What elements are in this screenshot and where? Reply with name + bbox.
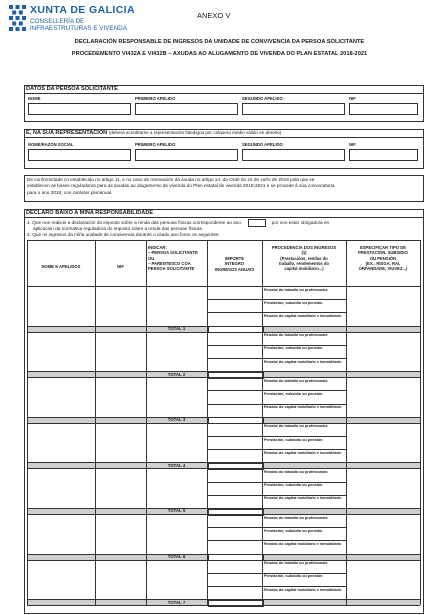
income-source-label: Rendas do capital mobiliario e inmobiliario <box>264 313 342 318</box>
applicant-name-label: NOME <box>28 96 41 101</box>
income-source-label: Rendas do capital mobiliario e inmobiliario <box>264 359 342 364</box>
table-column-rule <box>95 240 96 605</box>
table-column-rule <box>346 240 347 605</box>
xunta-flag-logo <box>9 5 26 31</box>
income-source-label: Rendas do capital mobiliario e inmobiliario <box>264 405 342 410</box>
col-header-type-line: ORFANDADE, VIUVEZ...) <box>358 266 408 272</box>
representative-heading <box>24 129 424 138</box>
representative-heading-note: (deberá acreditarse a representación fidedigna por calquera medio válido en dereito) <box>108 130 282 135</box>
total-label: TOTAL 7 <box>167 599 186 605</box>
total-label: TOTAL 6 <box>167 553 186 559</box>
col-header-source-line: traballo, rendementos do <box>278 260 330 266</box>
applicant-first-surname-field[interactable] <box>135 103 238 115</box>
department-line-1: CONSELLERÍA DE <box>30 18 85 25</box>
declaration-item-1-cont: aplicación da normativa reguladora do imposto sobre a renda das persoas físicas. <box>33 226 204 231</box>
total-row-top-rule <box>27 508 420 509</box>
member-nif-cell[interactable] <box>96 287 145 325</box>
total-label: TOTAL 5 <box>167 508 186 514</box>
income-source-label: Prestación, subsidio ou pensión <box>264 483 323 488</box>
member-relationship-cell[interactable] <box>147 424 206 462</box>
income-amount-cell[interactable] <box>208 541 261 553</box>
col-header-source-line: (1) <box>301 250 307 256</box>
col-header-indicate-line: – PERSOA SOLICITANTE <box>148 250 198 256</box>
member-relationship-cell[interactable] <box>147 333 206 371</box>
income-amount-cell[interactable] <box>208 482 261 494</box>
col-header-source-line: (Prestacións, rendas do <box>280 255 328 261</box>
col-header-indicate-line: – PARENTESCO COA <box>148 260 191 266</box>
member-nif-cell[interactable] <box>96 561 145 599</box>
income-amount-cell[interactable] <box>208 287 261 299</box>
member-nif-cell[interactable] <box>96 424 145 462</box>
col-header-indicate-line: INDICAR: <box>148 245 167 250</box>
income-amount-cell[interactable] <box>208 345 261 357</box>
col-header-amount-line: INGRESOS ANUAIS <box>214 266 255 272</box>
income-amount-cell[interactable] <box>208 528 261 540</box>
income-source-label: Prestación, subsidio ou pensión <box>264 574 323 579</box>
org-name: XUNTA DE GALICIA <box>30 4 135 16</box>
member-benefit-type-cell[interactable] <box>347 469 419 507</box>
rep-second-surname-field[interactable] <box>242 149 345 161</box>
col-header-nif: NIF <box>117 264 124 269</box>
col-header-indicate <box>148 245 205 271</box>
member-benefit-type-cell[interactable] <box>347 515 419 553</box>
income-source-label: Rendas do traballo ou profesionais <box>264 333 328 338</box>
income-amount-cell[interactable] <box>208 469 261 481</box>
income-source-label: Prestación, subsidio ou pensión <box>264 300 323 305</box>
col-header-amount <box>209 256 260 272</box>
declaration-heading: DECLARO BAIXO A MIÑA RESPONSABILIDADE <box>24 209 424 218</box>
declaration-item-2: 2. Que os ingresos da miña unidade de convivencia durante o citado ano foron os seguintes: <box>27 232 220 237</box>
income-source-label: Rendas do traballo ou profesionais <box>264 515 328 520</box>
total-label: TOTAL 1 <box>167 325 186 331</box>
declaration-item-1-text-a: 1. Que non realicei a declaración do imposto sobre a renda das persoas físicas correspondente ao ano <box>27 220 241 226</box>
member-name-cell[interactable] <box>28 378 94 416</box>
department-name <box>30 18 127 32</box>
total-label: TOTAL 3 <box>167 417 186 423</box>
col-header-source-line: PROCEDENCIA DOS INGRESOS <box>271 245 337 250</box>
department-line-2: INFRAESTRUTURAS E VIVENDA <box>30 25 127 33</box>
member-relationship-cell[interactable] <box>147 561 206 599</box>
total-label: TOTAL 2 <box>167 371 186 377</box>
total-label: TOTAL 4 <box>167 462 186 468</box>
col-header-indicate-line: PERSOA SOLICITANTE <box>148 266 195 272</box>
member-benefit-type-cell[interactable] <box>347 287 419 325</box>
income-amount-cell[interactable] <box>208 359 261 371</box>
income-amount-cell[interactable] <box>208 573 261 585</box>
table-column-rule <box>27 240 28 605</box>
income-source-label: Prestación, subsidio ou pensión <box>264 391 323 396</box>
income-source-label: Rendas do capital mobiliario e inmobiliario <box>264 450 342 455</box>
member-name-cell[interactable] <box>28 515 94 553</box>
member-nif-cell[interactable] <box>96 515 145 553</box>
rep-name-field[interactable] <box>28 149 131 161</box>
rep-nif-label: NIF <box>349 142 356 147</box>
member-benefit-type-cell[interactable] <box>347 378 419 416</box>
total-row-top-rule <box>27 554 420 555</box>
income-amount-cell[interactable] <box>208 378 261 390</box>
annex-label: ANEXO V <box>197 11 231 20</box>
conformity-text <box>27 177 420 196</box>
member-benefit-type-cell[interactable] <box>347 424 419 462</box>
income-source-label: Rendas do traballo ou profesionais <box>264 378 328 383</box>
total-row-top-rule <box>27 417 420 418</box>
member-name-cell[interactable] <box>28 287 94 325</box>
col-header-amount-line: IMPORTE <box>224 256 245 261</box>
income-source-label: Rendas do traballo ou profesionais <box>264 561 328 566</box>
income-amount-cell[interactable] <box>208 560 261 572</box>
rep-nif-field[interactable] <box>349 149 418 161</box>
col-header-amount-line: ÍNTEGRO <box>224 261 245 267</box>
rep-name-label: NOME/RAZÓN SOCIAL <box>28 142 74 147</box>
total-row-top-rule <box>27 599 420 600</box>
applicant-nif-label: NIF <box>349 96 356 101</box>
col-header-source <box>264 245 344 271</box>
applicant-heading: DATOS DA PERSOA SOLICITANTE <box>24 85 424 94</box>
member-nif-cell[interactable] <box>96 469 145 507</box>
table-column-rule <box>207 240 208 605</box>
member-benefit-type-cell[interactable] <box>347 333 419 371</box>
income-source-label: Prestación, subsidio ou pensión <box>264 528 323 533</box>
conformity-line-3: para o ano 2018, con carácter plurianual. <box>27 189 113 195</box>
col-header-indicate-line: OU <box>148 255 155 261</box>
income-amount-cell[interactable] <box>208 515 261 527</box>
member-nif-cell[interactable] <box>96 378 145 416</box>
table-top-border <box>27 240 420 241</box>
income-amount-cell[interactable] <box>208 404 261 416</box>
col-header-type-line: OU PENSIÓN <box>369 255 397 261</box>
income-source-label: Prestación, subsidio ou pensión <box>264 346 323 351</box>
income-amount-cell[interactable] <box>208 423 261 435</box>
income-source-label: Rendas do traballo ou profesionais <box>264 469 328 474</box>
representative-heading-title: E, NA SÚA REPRESENTACIÓN <box>26 130 108 136</box>
table-column-rule <box>146 240 147 605</box>
table-column-rule <box>262 240 263 605</box>
applicant-nif-field[interactable] <box>349 103 418 115</box>
income-amount-cell[interactable] <box>208 495 261 507</box>
income-amount-cell[interactable] <box>208 313 261 325</box>
income-amount-cell[interactable] <box>208 300 261 312</box>
income-source-label: Prestación, subsidio ou pensión <box>264 437 323 442</box>
conformity-line-2: establecen as bases reguladoras para as axudas ao alugamento de vivenda do Plan estatal de vivenda 2018-2021 e se procede á súa convocatoria <box>27 183 335 189</box>
member-relationship-cell[interactable] <box>147 515 206 553</box>
member-name-cell[interactable] <box>28 333 94 371</box>
total-row-top-rule <box>27 371 420 372</box>
member-nif-cell[interactable] <box>96 333 145 371</box>
document-title: DECLARACIÓN RESPONSABLE DE INGRESOS DA UNIDADE DE CONVIVENCIA DA PERSOA SOLICITANTE <box>74 39 365 45</box>
col-header-type-line: PRESTACIÓN, SUBSIDIO <box>358 250 408 256</box>
income-source-label: Rendas do capital mobiliario e inmobiliario <box>264 541 342 546</box>
applicant-second-surname-field[interactable] <box>242 103 345 115</box>
income-source-label: Rendas do traballo ou profesionais <box>264 287 328 292</box>
income-source-label: Rendas do capital mobiliario e inmobiliario <box>264 496 342 501</box>
col-header-source-line: capital mobiliario...) <box>284 266 324 272</box>
member-relationship-cell[interactable] <box>147 287 206 325</box>
income-amount-cell[interactable] <box>208 587 261 599</box>
member-relationship-cell[interactable] <box>147 469 206 507</box>
applicant-first-surname-label: PRIMEIRO APELIDO <box>135 96 176 101</box>
member-name-cell[interactable] <box>28 561 94 599</box>
conformity-line-1: De conformidade co establecido no artigo 11, e no caso de renovación da axuda no artigo 14, da Orde do 22 de xuño de 2018 pola que se <box>27 177 315 182</box>
income-amount-cell[interactable] <box>208 391 261 403</box>
rep-second-surname-label: SEGUNDO APELIDO <box>242 142 283 147</box>
applicant-name-field[interactable] <box>28 103 131 115</box>
applicant-second-surname-label: SEGUNDO APELIDO <box>242 96 283 101</box>
rep-first-surname-label: PRIMEIRO APELIDO <box>135 142 176 147</box>
income-amount-cell[interactable] <box>208 450 261 462</box>
procedure-title: PROCEDEMENTO VI432A E VI432B – AXUDAS AO ALUGAMENTO DE VIVENDA DO PLAN ESTATAL 2018-2021 <box>71 51 368 57</box>
income-amount-cell[interactable] <box>208 332 261 344</box>
rep-first-surname-field[interactable] <box>135 149 238 161</box>
total-row-top-rule <box>27 326 420 327</box>
member-relationship-cell[interactable] <box>147 378 206 416</box>
col-header-name: NOME E APELIDOS <box>41 264 81 269</box>
col-header-type <box>348 245 418 271</box>
total-row-top-rule <box>27 462 420 463</box>
member-benefit-type-cell[interactable] <box>347 561 419 599</box>
income-amount-cell[interactable] <box>208 437 261 449</box>
income-source-label: Rendas do traballo ou profesionais <box>264 424 328 429</box>
member-name-cell[interactable] <box>28 469 94 507</box>
income-source-label: Rendas do capital mobiliario e inmobiliario <box>264 587 342 592</box>
table-column-rule <box>420 240 421 605</box>
block-bottom-rule <box>27 605 420 606</box>
member-name-cell[interactable] <box>28 424 94 462</box>
declaration-item-1-text-b: por non estar obrigado/a en <box>271 220 330 226</box>
col-header-type-line: ESPECIFICAR TIPO DE <box>359 245 407 250</box>
col-header-type-line: (EX.: RISGA, RAI, <box>365 260 401 266</box>
